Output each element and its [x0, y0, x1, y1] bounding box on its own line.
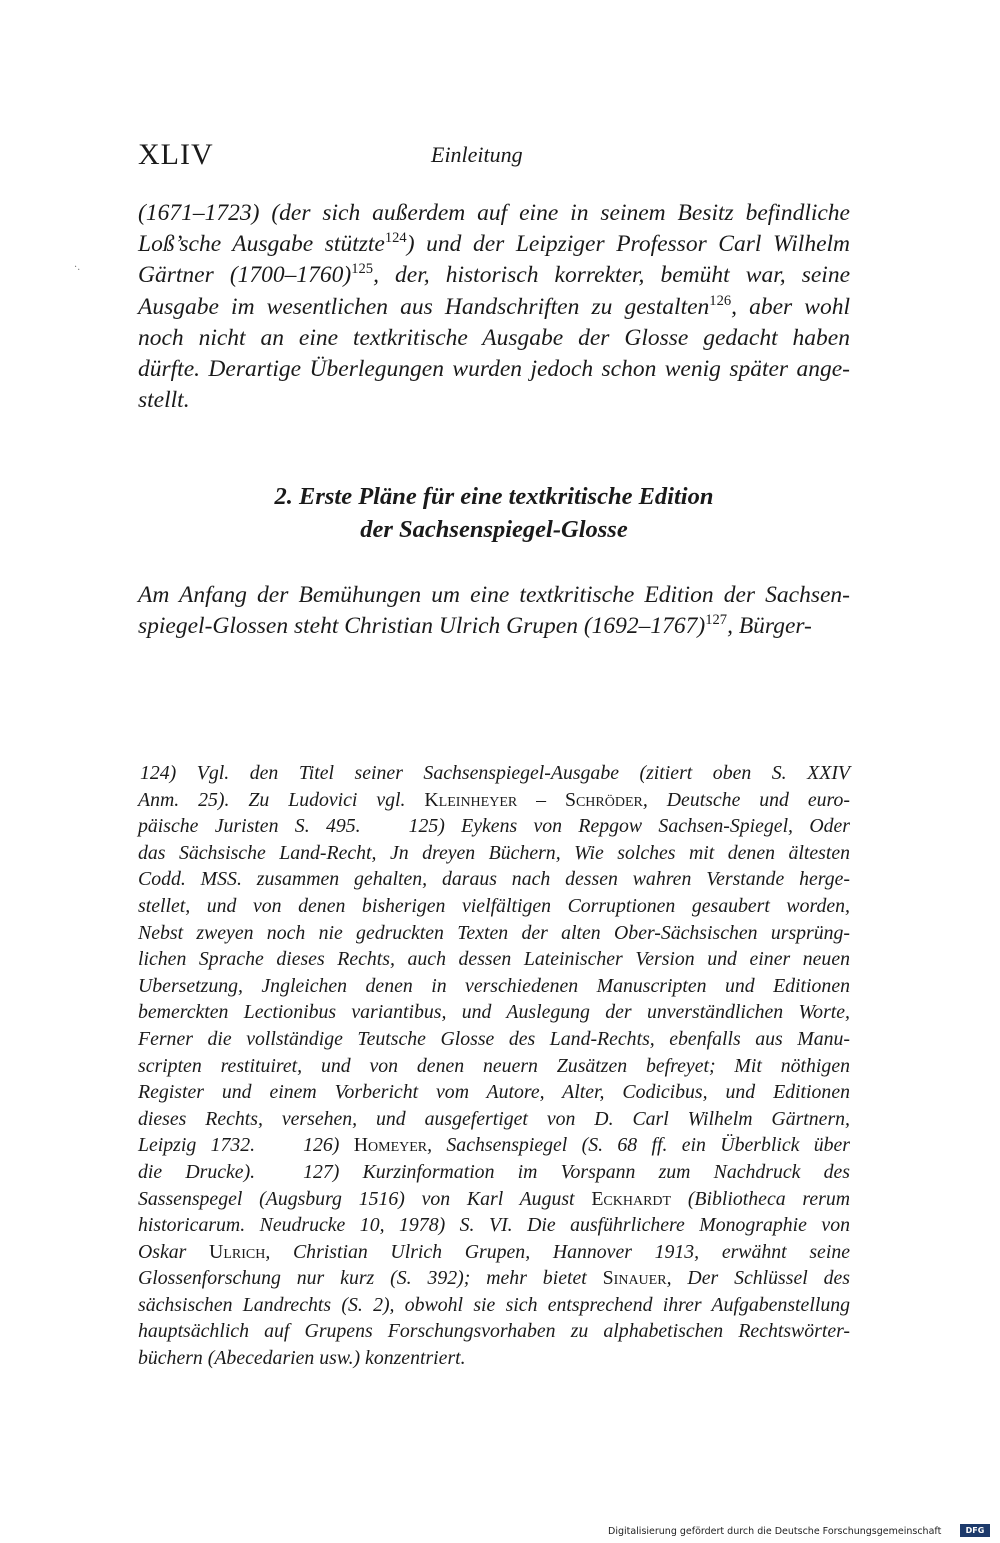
footnote-line — [138, 946, 850, 973]
footnote-text: 125) Eykens von Repgow Sachsen-Spiegel, Oder — [408, 815, 850, 838]
section-heading-line-2: der Sachsenspiegel-Glosse — [360, 516, 628, 543]
footnote-text: 127) Kurzinformation im Vorspann zum Nachdruck des — [303, 1160, 850, 1183]
author-name: Eckhardt — [591, 1187, 672, 1210]
paragraph-2 — [138, 580, 850, 642]
footnote-text: bemerckten Lectionibus variantibus, und Auslegung der unverständlichen Worte, — [138, 1001, 850, 1024]
footnote-text: das Sächsische Land-Recht, Jn dreyen Büchern, Wie solches mit denen ältesten — [138, 841, 850, 864]
footnote-line — [138, 1079, 850, 1106]
line-text-after: , Bürger- — [727, 613, 812, 640]
footnote-line — [138, 1053, 850, 1080]
line-text-after: , aber wohl — [731, 293, 851, 320]
footnote-line — [138, 1212, 850, 1239]
section-heading-line-1: 2. Erste Pläne für eine textkritische Edition — [274, 483, 714, 510]
footnote-line — [138, 1106, 850, 1133]
footnote-line — [138, 866, 850, 893]
line-text-after: ) und der Leipziger Professor Carl Wilhelm — [406, 231, 851, 258]
text-line — [138, 354, 850, 385]
paragraph-1 — [138, 198, 850, 416]
footnote-line — [138, 1026, 850, 1053]
footnote-line — [138, 999, 850, 1026]
footnote-text: Leipzig 1732. — [138, 1134, 256, 1157]
line-text: (1671–1723) (der sich außerdem auf eine in seinem Besitz befindliche — [138, 200, 850, 226]
line-text: dürfte. Derartige Überlegungen wurden jedoch schon wenig später ange- — [138, 355, 850, 382]
text-line — [138, 229, 850, 260]
footnote-text: Nebst zweyen noch nie gedruckten Texten der alten Ober-Sächsischen ursprüng- — [138, 921, 850, 944]
footnote-text: dieses Rechts, versehen, und ausgefertiget von D. Carl Wilhelm Gärtnern, — [138, 1107, 850, 1130]
footnote-line — [138, 1292, 850, 1319]
running-head: Einleitung — [431, 142, 523, 167]
footnote-line — [138, 787, 850, 814]
text-line — [138, 323, 850, 354]
footnote-line — [138, 760, 850, 787]
footnote-text: Glossenforschung nur kurz (S. 392); mehr bietet Sinauer, Der Schlüssel des — [138, 1267, 850, 1290]
line-text: Am Anfang der Bemühungen um eine textkritische Edition der Sachsen- — [138, 582, 850, 608]
text-line — [138, 292, 850, 323]
footnote-text: Ubersetzung, Jngleichen denen in verschiedenen Manuscripten und Editionen — [138, 974, 850, 997]
line-text: spiegel-Glossen steht Christian Ulrich Grupen (1692–1767) — [138, 613, 706, 640]
line-text-after: , der, historisch korrekter, bemüht war, seine — [373, 262, 850, 289]
footnotes — [138, 760, 850, 1372]
footnote-line — [138, 1239, 850, 1266]
footnote-text: scripten restituiret, und von denen neuern Zusätzen befreyet; Mit nöthigen — [138, 1054, 850, 1077]
footnote-text: Register und einem Vorbericht vom Autore, Alter, Codicibus, und Editionen — [138, 1081, 850, 1104]
footnote-text: Sassenspegel (Augsburg 1516) von Karl August Eckhardt (Bibliotheca rerum — [138, 1187, 850, 1210]
footnote-ref: 127 — [705, 612, 728, 629]
section-heading — [138, 480, 850, 546]
text-line — [138, 260, 850, 291]
footnote-line — [138, 1318, 850, 1345]
author-name: Kleinheyer — [424, 788, 518, 811]
footnote-text: büchern (Abecedarien usw.) konzentriert. — [138, 1347, 466, 1370]
text-line — [138, 385, 850, 416]
footnote-text: päische Juristen S. 495. — [138, 815, 361, 838]
footnote-text: sächsischen Landrechts (S. 2), obwohl sie sich entsprechend ihrer Aufgabenstellung — [138, 1293, 850, 1316]
footnote-line — [138, 1345, 850, 1372]
line-text: Loß’sche Ausgabe stützte — [138, 231, 385, 258]
footnote-text: Anm. 25). Zu Ludovici vgl. Kleinheyer – Schröder, Deutsche und euro- — [138, 788, 850, 811]
footnote-text: hauptsächlich auf Grupens Forschungsvorhaben zu alphabetischen Rechtswörter- — [138, 1320, 850, 1343]
text-line — [138, 198, 850, 229]
footnote-line — [138, 973, 850, 1000]
footnote-line — [138, 1132, 850, 1159]
line-text: Gärtner (1700–1760) — [138, 262, 352, 289]
author-name: Sinauer — [602, 1267, 667, 1290]
footnote-ref: 126 — [709, 292, 732, 309]
footnote-text: Ferner die vollständige Teutsche Glosse des Land-Rechts, ebenfalls aus Manu- — [138, 1027, 850, 1050]
footnote-line — [138, 1186, 850, 1213]
dfg-logo: DFG — [960, 1524, 990, 1537]
footnote-line — [138, 1159, 850, 1186]
footnote-line — [138, 893, 850, 920]
footnote-ref: 124 — [384, 230, 407, 247]
footnote-ref: 125 — [351, 261, 374, 278]
footnote-text: 126) Homeyer, Sachsenspiegel (S. 68 ff. ein Überblick über — [303, 1134, 850, 1157]
line-text: Ausgabe im wesentlichen aus Handschriften zu gestalten — [138, 293, 710, 320]
footnote-text: lichen Sprache dieses Rechts, auch dessen Lateinischer Version und einer neuen — [138, 948, 850, 971]
footnote-text: die Drucke). — [138, 1160, 256, 1183]
author-name: Ulrich — [209, 1240, 266, 1263]
line-text: noch nicht an eine textkritische Ausgabe der Glosse gedacht haben — [138, 324, 850, 351]
page-number: XLIV — [138, 138, 214, 171]
footnote-line — [138, 813, 850, 840]
footnote-line — [138, 1265, 850, 1292]
footnote-text: Codd. MSS. zusammen gehalten, daraus nach dessen wahren Verstande herge- — [138, 868, 850, 891]
footnote-line — [138, 920, 850, 947]
footnote-line — [138, 840, 850, 867]
footnote-text: stellet, und von denen bisherigen vielfältigen Corruptionen gesaubert worden, — [138, 894, 850, 917]
footnote-text: 124) Vgl. den Titel seiner Sachsenspiegel-Ausgabe (zitiert oben S. XXIV — [140, 762, 850, 784]
author-name: Schröder — [564, 788, 643, 811]
line-text: stellt. — [138, 387, 190, 414]
footer-credit: Digitalisierung gefördert durch die Deutsche Forschungsgemeinschaft — [608, 1526, 942, 1537]
margin-mark: ·. — [74, 262, 81, 273]
author-name: Homeyer — [353, 1134, 428, 1157]
text-line — [138, 611, 850, 642]
footnote-text: Oskar Ulrich, Christian Ulrich Grupen, Hannover 1913, erwähnt seine — [138, 1240, 850, 1263]
text-line — [138, 580, 850, 611]
footnote-text: historicarum. Neudrucke 10, 1978) S. VI. Die ausführlichere Monographie von — [138, 1214, 850, 1237]
